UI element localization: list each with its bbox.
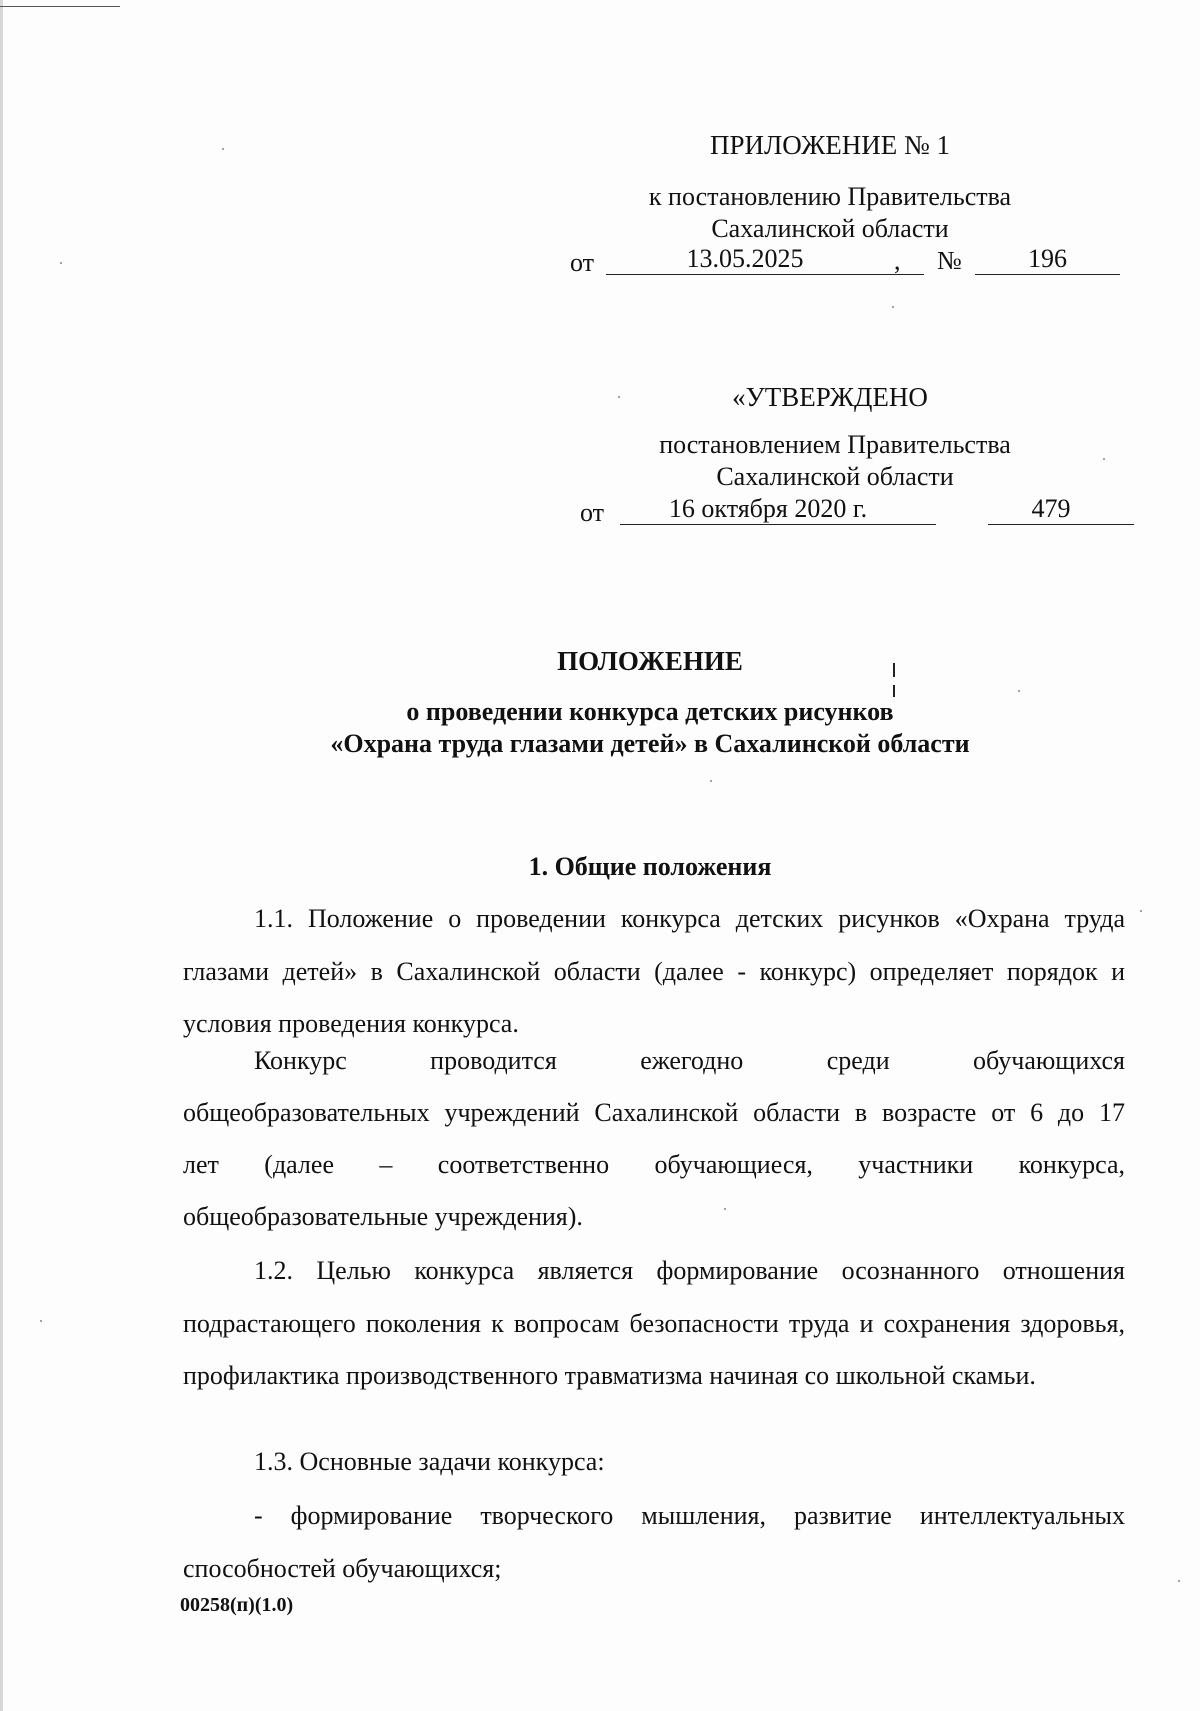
resolution-number-field xyxy=(975,244,1120,275)
document-subtitle-line1: о проведении конкурса детских рисунков xyxy=(406,697,894,726)
resolution-date-field xyxy=(606,244,924,275)
contest-line-2-text: общеобразовательных учреждений Сахалинской области в возрасте от 6 до 17 xyxy=(183,1098,1125,1127)
paragraph-1-1-text: 1.1. Положение о проведении конкурса детских рисунков «Охрана труда глазами детей» в Сахалинской области (далее - конкурс) определяет порядок и условия проведения конкурса. xyxy=(183,904,1125,1038)
to-resolution-text: к постановлению Правительства xyxy=(648,182,1012,211)
contest-line-4: общеобразовательные учреждения). xyxy=(183,1202,583,1231)
scan-edge xyxy=(0,0,3,1711)
document-subtitle-line2: «Охрана труда глазами детей» в Сахалинской области xyxy=(330,729,970,758)
bullet-1 xyxy=(183,1490,1125,1595)
paragraph-1-2 xyxy=(183,1245,1125,1403)
approved-date: 16 октября 2020 г. xyxy=(668,494,868,523)
scan-speck xyxy=(222,148,224,150)
paragraph-1-2-text: 1.2. Целью конкурса является формирование осознанного отношения подрастающего поколения к вопросам безопасности труда и сохранения здоровья, профилактика производственного травматизма начиная со школьной скамьи. xyxy=(183,1256,1125,1390)
from-label: от xyxy=(570,248,595,277)
comma-separator: , xyxy=(894,246,901,275)
scan-speck xyxy=(60,262,62,264)
region-text: Сахалинской области xyxy=(711,214,949,243)
document-code: 00258(п)(1.0) xyxy=(180,1594,294,1616)
resolution-date: 13.05.2025 xyxy=(686,244,804,273)
approved-number-field xyxy=(988,494,1134,525)
contest-line-3 xyxy=(183,1150,1125,1180)
scan-speck xyxy=(1178,1580,1180,1582)
scan-speck xyxy=(1140,910,1142,912)
approved-by-resolution: постановлением Правительства xyxy=(659,430,1011,459)
contest-line-1-text: Конкурс проводится ежегодно среди обучающихся xyxy=(254,1046,1125,1075)
scan-mark xyxy=(893,685,895,697)
scan-speck xyxy=(724,1208,726,1210)
approved-from-label: от xyxy=(580,498,605,527)
approved-date-field xyxy=(620,494,936,525)
approved-number: 479 xyxy=(1031,494,1071,523)
resolution-number: 196 xyxy=(1028,244,1067,273)
contest-line-1 xyxy=(254,1046,1125,1076)
scan-speck xyxy=(1103,458,1105,460)
approved-region: Сахалинской области xyxy=(716,462,954,491)
scan-speck xyxy=(892,306,894,308)
contest-line-2 xyxy=(183,1098,1125,1128)
contest-line-3-text: лет (далее – соответственно обучающиеся, участники конкурса, xyxy=(183,1150,1125,1179)
paragraph-1-1 xyxy=(183,893,1125,1051)
number-label: № xyxy=(937,246,962,275)
scan-top-rule xyxy=(0,6,120,7)
scan-speck xyxy=(618,396,620,398)
scan-speck xyxy=(40,1320,42,1322)
approved-title: «УТВЕРЖДЕНО xyxy=(732,382,928,412)
section-heading: 1. Общие положения xyxy=(528,852,772,881)
appendix-title: ПРИЛОЖЕНИЕ № 1 xyxy=(709,130,951,160)
scan-speck xyxy=(710,780,712,782)
scan-mark xyxy=(893,663,895,677)
document-title: ПОЛОЖЕНИЕ xyxy=(557,646,743,676)
scan-speck xyxy=(1018,690,1020,692)
bullet-1-text: - формирование творческого мышления, развитие интеллектуальных способностей обучающихся; xyxy=(183,1501,1125,1583)
paragraph-1-3: 1.3. Основные задачи конкурса: xyxy=(254,1447,605,1476)
